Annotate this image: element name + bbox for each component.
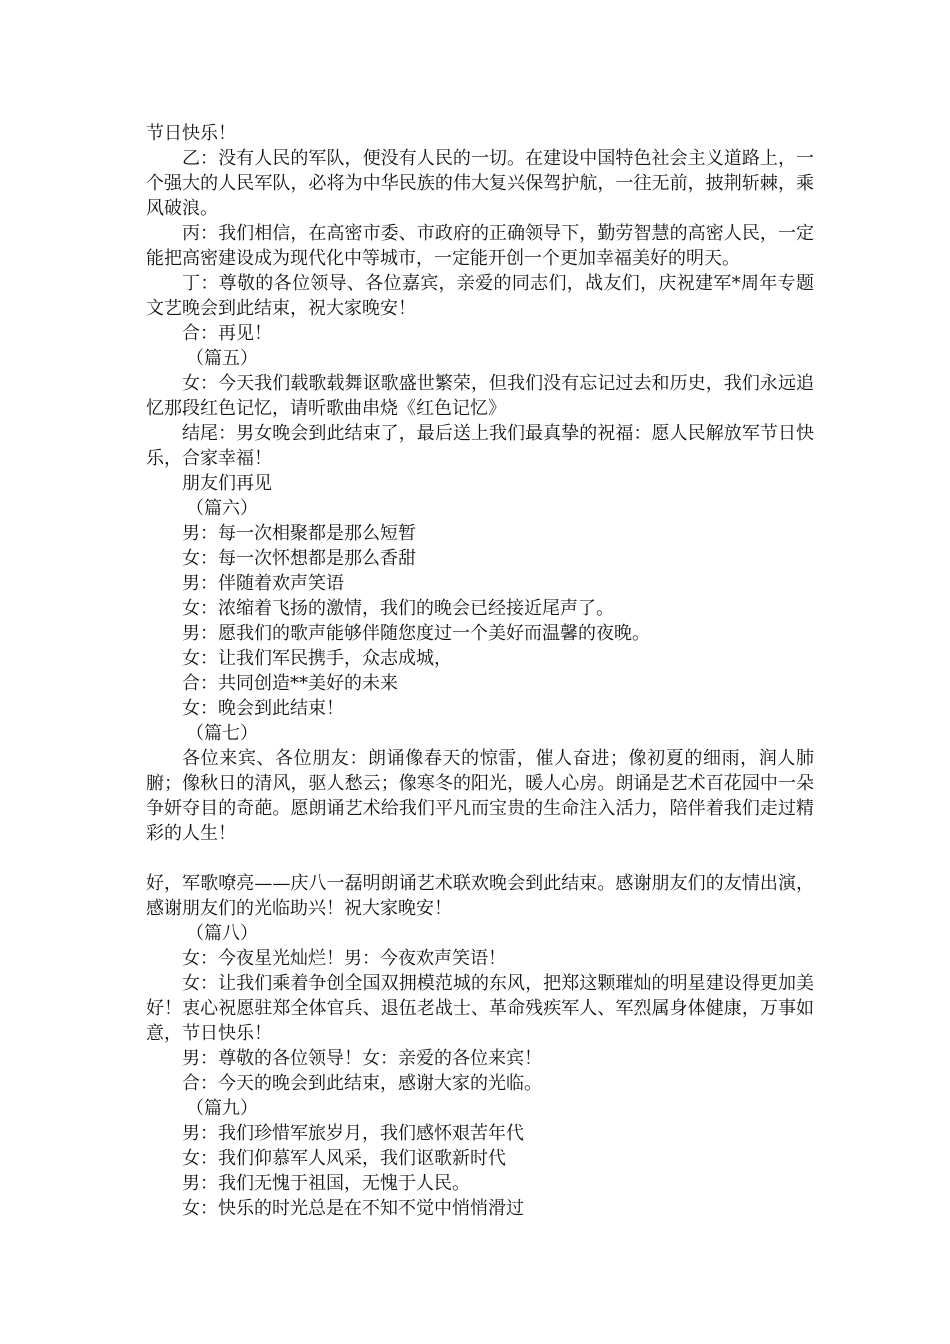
section-heading: （篇五）	[186, 348, 258, 369]
dialogue-line: 男：愿我们的歌声能够伴随您度过一个美好而温馨的夜晚。	[182, 623, 650, 644]
dialogue-line: 女：每一次怀想都是那么香甜	[182, 548, 416, 569]
paragraph: 结尾：男女晚会到此结束了，最后送上我们最真挚的祝福：愿人民解放军节日快乐，合家幸福！	[146, 423, 814, 469]
dialogue-line: 女：让我们军民携手，众志成城，	[182, 648, 452, 669]
dialogue-line: 合：共同创造**美好的未来	[182, 673, 398, 694]
paragraph: 各位来宾、各位朋友：朗诵像春天的惊雷，催人奋进；像初夏的细雨，润人肺腑；像秋日的清风，驱人愁云；像寒冬的阳光，暖人心房。朗诵是艺术百花园中一朵争妍夺目的奇葩。愿朗诵艺术给我们平凡而宝贵的生命注入活力，陪伴着我们走过精彩的人生！	[146, 748, 814, 844]
paragraph: 合：再见！	[182, 323, 272, 344]
dialogue-line: 女：快乐的时光总是在不知不觉中悄悄滑过	[182, 1198, 524, 1219]
dialogue-line: 女：浓缩着飞扬的激情，我们的晚会已经接近尾声了。	[182, 598, 614, 619]
dialogue-line: 男：尊敬的各位领导！女：亲爱的各位来宾！	[182, 1048, 542, 1069]
paragraph: 好，军歌嘹亮——庆八一磊明朗诵艺术联欢晚会到此结束。感谢朋友们的友情出演，感谢朋友们的光临助兴！祝大家晚安！	[146, 873, 814, 919]
dialogue-line: 女：晚会到此结束！	[182, 698, 344, 719]
paragraph: 朋友们再见	[182, 473, 272, 494]
dialogue-line: 男：伴随着欢声笑语	[182, 573, 344, 594]
dialogue-line: 男：我们珍惜军旅岁月，我们感怀艰苦年代	[182, 1123, 524, 1144]
section-heading: （篇九）	[186, 1098, 258, 1119]
dialogue-line: 男：每一次相聚都是那么短暂	[182, 523, 416, 544]
dialogue-line: 合：今天的晚会到此结束，感谢大家的光临。	[182, 1073, 542, 1094]
paragraph: 女：让我们乘着争创全国双拥模范城的东风，把郑这颗璀灿的明星建设得更加美好！衷心祝愿驻郑全体官兵、退伍老战士、革命残疾军人、军烈属身体健康，万事如意，节日快乐！	[146, 973, 814, 1044]
paragraph: 丙：我们相信，在高密市委、市政府的正确领导下，勤劳智慧的高密人民，一定能把高密建设成为现代化中等城市，一定能开创一个更加幸福美好的明天。	[146, 223, 814, 269]
section-heading: （篇八）	[186, 923, 258, 944]
paragraph: 节日快乐！	[146, 123, 236, 144]
dialogue-line: 女：今夜星光灿烂！男：今夜欢声笑语！	[182, 948, 506, 969]
paragraph: 乙：没有人民的军队，便没有人民的一切。在建设中国特色社会主义道路上，一个强大的人民军队，必将为中华民族的伟大复兴保驾护航，一往无前，披荆斩棘，乘风破浪。	[146, 148, 814, 219]
dialogue-line: 男：我们无愧于祖国，无愧于人民。	[182, 1173, 470, 1194]
section-heading: （篇七）	[186, 723, 258, 744]
paragraph: 丁：尊敬的各位领导、各位嘉宾，亲爱的同志们，战友们，庆祝建军*周年专题文艺晚会到此结束，祝大家晚安！	[146, 273, 814, 319]
document-body	[146, 121, 814, 1221]
paragraph: 女：今天我们载歌载舞讴歌盛世繁荣，但我们没有忘记过去和历史，我们永远追忆那段红色记忆，请听歌曲串烧《红色记忆》	[146, 373, 814, 419]
dialogue-line: 女：我们仰慕军人风采，我们讴歌新时代	[182, 1148, 506, 1169]
section-heading: （篇六）	[186, 498, 258, 519]
